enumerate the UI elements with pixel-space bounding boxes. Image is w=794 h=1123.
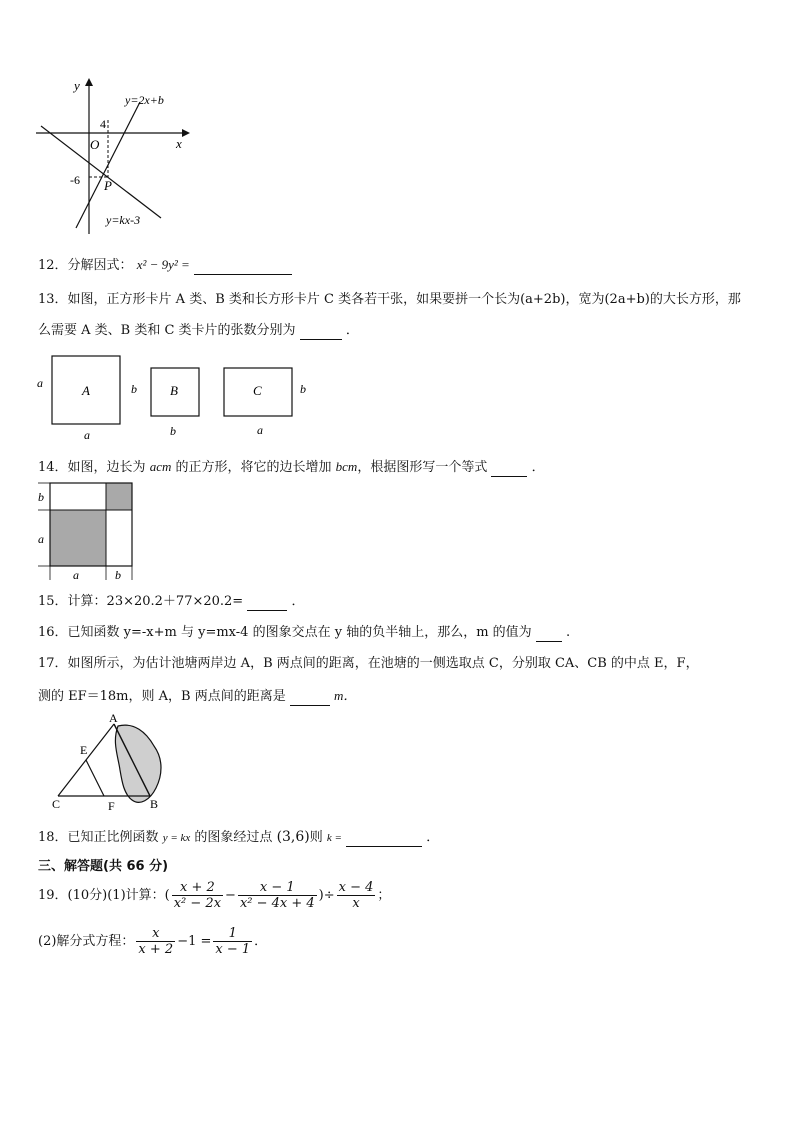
card-b-side-left: b (131, 382, 137, 396)
point-b-label: B (150, 797, 159, 811)
pond-shape (115, 725, 161, 802)
q14-answer-blank[interactable] (491, 462, 527, 477)
q14-post: ，根据图形写一个等式 (357, 460, 488, 475)
q13-text: 么需要 A 类、B 类和 C 类卡片的张数分别为 (38, 323, 296, 338)
q18-then: 则 (309, 830, 323, 845)
card-c-side-right: b (300, 382, 306, 396)
q19-fraction-3: $\frac{x - 4}{x}$ (338, 880, 374, 911)
q17-answer-blank[interactable] (290, 691, 330, 706)
q19-minus: − (225, 888, 236, 903)
question-18 (38, 828, 439, 847)
card-b-label: B (170, 383, 178, 398)
question-17-line2 (38, 687, 356, 706)
q16-answer-blank[interactable] (536, 627, 562, 642)
q19-eq-fraction-2: $\frac{1}{x - 1}$ (215, 926, 251, 957)
y-axis-label: y (74, 78, 80, 93)
q19-part2-pre: (2)解分式方程： (38, 934, 135, 949)
q19-part1-pre: 19．(10分)(1)计算：( (38, 888, 170, 903)
pond-triangle-figure (46, 712, 176, 814)
point-a-label: A (109, 712, 118, 725)
question-12 (38, 256, 292, 275)
question-17-line1: 17．如图所示，为估计池塘两岸边 A，B 两点间的距离，在池塘的一侧选取点 C，分别取 CA、CB 的中点 E，F， (38, 656, 699, 671)
q17-unit: m． (334, 688, 357, 703)
square-expansion-figure (34, 480, 144, 584)
q17-text: 测的 EF＝18m，则 A，B 两点间的距离是 (38, 689, 286, 704)
q13-tail: ． (345, 323, 359, 338)
question-13-line1: 13．如图，正方形卡片 A 类、B 类和长方形卡片 C 类各若干张，如果要拼一个长为(a+2b)，宽为(2a+b)的大长方形，那 (38, 292, 741, 307)
q18-answer-blank[interactable] (346, 832, 422, 847)
q14-bcm: bcm (335, 459, 358, 474)
q12-text: 12．分解因式： (38, 258, 133, 273)
q14-mid: 的正方形，将它的边长增加 (175, 460, 332, 475)
question-16 (38, 624, 570, 642)
q14-tail: ． (531, 460, 545, 475)
card-a-side-bottom: a (84, 428, 90, 442)
q18-k: k = (326, 832, 342, 844)
tick-neg6-label: -6 (70, 173, 80, 187)
origin-label: O (90, 137, 100, 152)
q19-eq-fraction-1: $\frac{x}{x + 2}$ (138, 926, 174, 957)
question-19-part2 (38, 922, 267, 962)
q15-answer-blank[interactable] (247, 596, 287, 611)
left-label-a: a (38, 532, 44, 546)
line1-label: y=2x+b (125, 93, 164, 107)
q18-pre: 18．已知正比例函数 (38, 830, 159, 845)
q19-fraction-1: $\frac{x + 2}{\text{x² − 2x}}$ (173, 880, 222, 911)
q19-part2-tail: ． (254, 934, 268, 949)
x-axis-label: x (176, 136, 182, 151)
y-axis-arrow-icon (85, 78, 93, 86)
q18-mid: 的图象经过点 (194, 830, 273, 845)
q16-tail: . (565, 625, 571, 640)
linear-functions-graph (36, 76, 196, 236)
bottom-label-b: b (115, 568, 121, 582)
q15-tail: ． (291, 594, 305, 609)
q19-close-div: )÷ (318, 888, 335, 903)
q14-pre: 14．如图，边长为 (38, 460, 146, 475)
section-3-title: 三、解答题(共 66 分) (38, 859, 169, 874)
point-e-label: E (80, 743, 88, 757)
shaded-small-square (106, 483, 132, 510)
q15-text: 15．计算：23×20.2＋77×20.2= (38, 594, 244, 609)
q16-text: 16．已知函数 y=-x+m 与 y=mx-4 的图象交点在 y 轴的负半轴上，那么，m 的值为 (38, 625, 532, 640)
card-b-side-bottom: b (170, 424, 176, 438)
tick-4-label: 4 (100, 117, 106, 131)
card-c-label: C (253, 383, 262, 398)
card-a-label: A (82, 383, 90, 398)
question-19-part1 (38, 876, 390, 916)
q13-answer-blank[interactable] (300, 325, 342, 340)
question-14 (38, 458, 545, 477)
q14-acm: acm (149, 459, 172, 474)
point-p-label: P (104, 178, 112, 193)
q18-tail: ． (426, 830, 440, 845)
point-c-label: C (52, 797, 61, 811)
q18-expr: y = kx (162, 832, 191, 844)
card-figures (34, 350, 324, 442)
q19-part1-tail: ； (377, 888, 391, 903)
question-15 (38, 593, 305, 611)
point-f-label: F (108, 799, 115, 813)
q18-point: (3,6) (276, 829, 310, 845)
midline-ef (86, 760, 104, 796)
line2-label: y=kx-3 (106, 213, 141, 227)
bottom-label-a: a (73, 568, 79, 582)
card-a-side-left: a (37, 376, 43, 390)
q12-expression: x² − 9y² = (136, 257, 190, 272)
x-axis-arrow-icon (182, 129, 190, 137)
q19-fraction-2: $\frac{x - 1}{\text{x² − 4x + 4}}$ (239, 880, 315, 911)
question-13-line2 (38, 322, 359, 340)
left-label-b: b (38, 490, 44, 504)
q12-answer-blank[interactable] (194, 260, 292, 275)
line-kx-minus-3 (41, 126, 161, 218)
card-c-side-bottom: a (257, 423, 263, 437)
q19-mid-eq: −1 = (177, 934, 212, 949)
shaded-big-square (50, 510, 106, 566)
